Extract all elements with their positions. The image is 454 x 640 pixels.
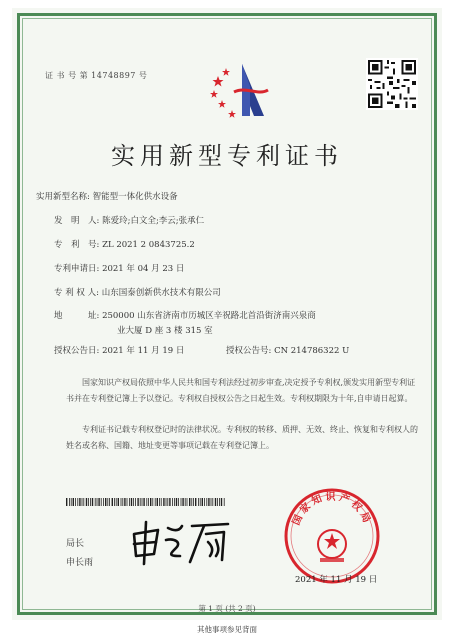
legal-status-paragraph: 专利证书记载专利权登记时的法律状况。专利权的转移、质押、无效、终止、恢复和专利权人的姓名或名称、国籍、地址变更等事项记载在专利登记簿上。 — [66, 425, 418, 450]
certificate-number: 证 书 号 第 14748897 号 — [45, 71, 148, 80]
grant-date-label: 授权公告日: — [54, 346, 100, 356]
footer-note: 其他事项参见背面 — [197, 625, 257, 634]
patentee-label: 专 利 权 人: — [54, 288, 99, 298]
grant-date-value: 2021 年 11 月 19 日 — [102, 346, 185, 356]
patentee-row — [54, 286, 221, 298]
address-row — [54, 309, 316, 321]
address-line1: 250000 山东省济南市历城区辛祝路北首沿街济南兴泉商 — [102, 311, 316, 321]
patent-number-value: ZL 2021 2 0843725.2 — [102, 240, 195, 250]
patentee-value: 山东国泰创新供水技术有限公司 — [101, 288, 221, 298]
certificate-page — [12, 8, 442, 620]
utility-model-name-row — [36, 190, 178, 202]
filing-date-row — [54, 262, 184, 274]
address-line2: 业大厦 D 座 3 楼 315 室 — [117, 326, 213, 336]
inventor-value: 陈爱玲;白文全;李云;张承仁 — [102, 216, 205, 226]
qr-code-icon — [366, 58, 418, 110]
grant-date-row — [54, 344, 184, 356]
grant-number-value: CN 214786322 U — [274, 346, 350, 356]
director-name: 申长雨 — [66, 558, 94, 568]
cnipa-logo-icon — [204, 56, 276, 128]
certificate-title: 实用新型专利证书 — [111, 142, 343, 170]
official-seal-icon — [282, 486, 382, 586]
patent-number-row — [54, 238, 195, 250]
address-label: 地 址: — [54, 311, 100, 321]
inventor-row — [54, 214, 204, 226]
grant-number-label: 授权公告号: — [226, 346, 272, 356]
utility-model-name-value: 智能型一体化供水设备 — [92, 192, 178, 202]
patent-number-label: 专 利 号: — [54, 240, 100, 250]
director-title: 局长 — [66, 539, 85, 549]
seal-text: 国家知识产权局 — [291, 491, 373, 528]
grant-number-row — [226, 344, 349, 356]
filing-date-value: 2021 年 04 月 23 日 — [102, 264, 185, 274]
seal-date: 2021 年 11 月 19 日 — [295, 575, 378, 585]
svg-text:国家知识产权局 — [289, 490, 375, 527]
director-signature-icon — [124, 516, 234, 566]
grant-statement-paragraph: 国家知识产权局依照中华人民共和国专利法经过初步审查,决定授予专利权,颁发实用新型专利证书并在专利登记簿上予以登记。专利权自授权公告之日起生效。专利权期限为十年,自申请日起算。 — [66, 378, 416, 403]
barcode-icon — [66, 498, 226, 506]
filing-date-label: 专利申请日: — [54, 264, 100, 274]
utility-model-name-label: 实用新型名称: — [36, 192, 90, 202]
inventor-label: 发 明 人: — [54, 216, 100, 226]
page-number: 第 1 页 (共 2 页) — [198, 604, 256, 613]
